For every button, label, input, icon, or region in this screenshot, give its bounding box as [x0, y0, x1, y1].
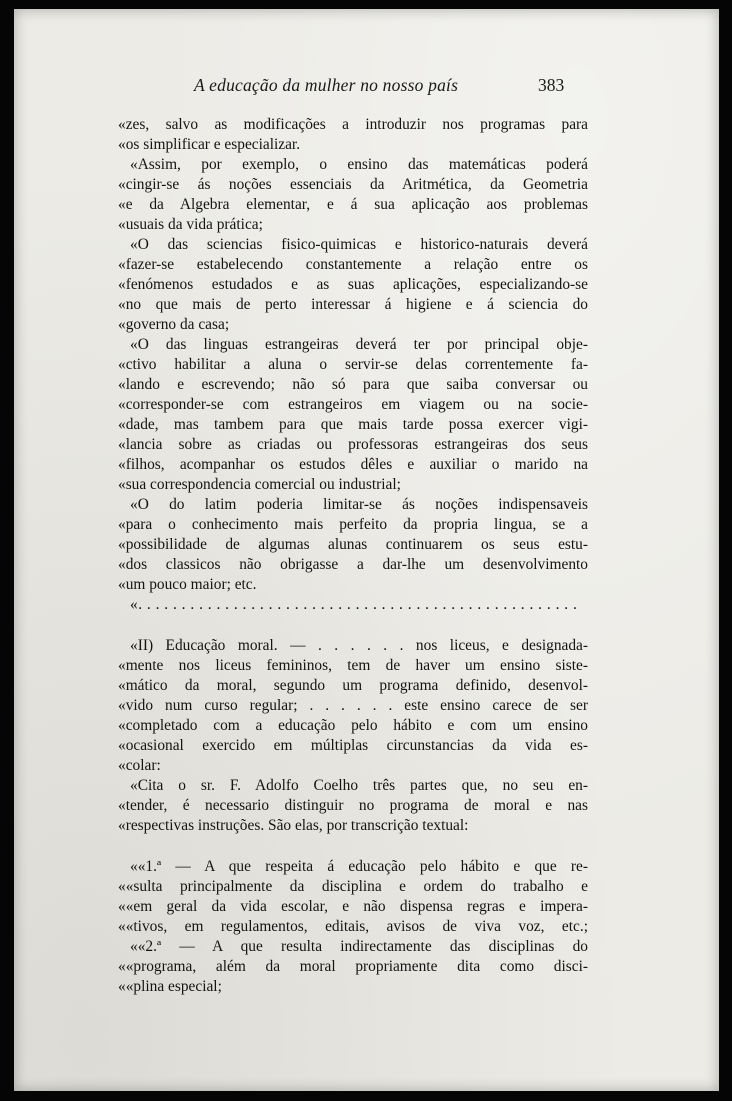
text-line: «dade, mas tambem para que mais tarde possa exercer vigi- — [118, 416, 588, 433]
text-line: «fenómenos estudados e as suas aplicações, especializando-se — [118, 276, 588, 293]
text-line: «ocasional exercido em múltiplas circunstancias da vida es- — [118, 737, 588, 754]
text-line: «um pouco maior; etc. — [118, 576, 257, 593]
text-line: «possibilidade de algumas alunas continuarem os seus estu- — [118, 536, 588, 553]
text-line: ««em geral da vida escolar, e não dispensa regras e impera- — [118, 898, 588, 915]
text-line: ««sulta principalmente da disciplina e ordem do trabalho e — [118, 878, 588, 895]
page-number: 383 — [538, 75, 565, 95]
text-line: «lando e escrevendo; não só para que saiba conversar ou — [118, 376, 588, 393]
text-line: «O das sciencias fisico-quimicas e historico-naturais deverá — [130, 236, 588, 253]
text-line: «Assim, por exemplo, o ensino das matemáticas poderá — [130, 156, 588, 173]
text-line: «O do latim poderia limitar-se ás noções indispensaveis — [130, 496, 588, 513]
text-line: ««tivos, em regulamentos, editais, avisos de viva voz, etc.; — [118, 918, 588, 935]
text-line: «filhos, acompanhar os estudos dêles e auxiliar o marido na — [118, 456, 588, 473]
text-line: «II) Educação moral. — . . . . . . nos liceus, e designada- — [130, 637, 588, 654]
text-line: «mente nos liceus femininos, tem de haver um ensino siste- — [118, 657, 588, 674]
text-line: ««1.ª — A que respeita á educação pelo hábito e que re- — [130, 858, 588, 875]
ellipsis-line: «. . . . . . . . . . . . . . . . . . . . . . . . . . . . . . . . . . . . . . . . . . . . . . . . . . . — [130, 596, 578, 613]
text-line: «ctivo habilitar a aluna o servir-se delas correntemente fa- — [118, 356, 588, 373]
text-line: «no que mais de perto interessar á higiene e á sciencia do — [118, 296, 588, 313]
text-line: «vido num curso regular; . . . . . . este ensino carece de ser — [118, 697, 588, 714]
text-line: «e da Algebra elementar, e á sua aplicação aos problemas — [118, 196, 588, 213]
text-line: «sua correspondencia comercial ou industrial; — [118, 476, 401, 493]
text-line: «O das linguas estrangeiras deverá ter por principal obje- — [130, 336, 588, 353]
book-page — [14, 9, 719, 1091]
text-line: «corresponder-se com estrangeiros em viagem ou na socie- — [118, 396, 588, 413]
text-line: «lancia sobre as criadas ou professoras estrangeiras dos seus — [118, 436, 588, 453]
text-line: «fazer-se estabelecendo constantemente a relação entre os — [118, 256, 588, 273]
text-line: ««2.ª — A que resulta indirectamente das disciplinas do — [130, 938, 588, 955]
text-line: «dos classicos não obrigasse a dar-lhe um desenvolvimento — [118, 556, 588, 573]
text-line: «para o conhecimento mais perfeito da propria lingua, se a — [118, 516, 588, 533]
text-line: «cingir-se ás noções essenciais da Aritmética, da Geometria — [118, 176, 588, 193]
text-line: «mático da moral, segundo um programa definido, desenvol- — [118, 677, 588, 694]
text-line: «os simplificar e especializar. — [118, 136, 301, 153]
page-header — [14, 75, 719, 101]
text-line: «completado com a educação pelo hábito e com um ensino — [118, 717, 588, 734]
text-line: ««plina especial; — [118, 978, 222, 995]
text-line: «tender, é necessario distinguir no programa de moral e nas — [118, 797, 588, 814]
text-line: «usuais da vida prática; — [118, 216, 263, 233]
text-line: «governo da casa; — [118, 316, 230, 333]
text-line: «colar: — [118, 757, 161, 774]
text-line: ««programa, além da moral propriamente dita como disci- — [118, 958, 588, 975]
text-line: «zes, salvo as modificações a introduzir nos programas para — [118, 116, 588, 133]
text-line: «Cita o sr. F. Adolfo Coelho três partes que, no seu en- — [130, 777, 588, 794]
body-text — [118, 115, 588, 997]
running-title: A educação da mulher no nosso país — [194, 75, 459, 95]
text-line: «respectivas instruções. São elas, por transcrição textual: — [118, 817, 469, 834]
